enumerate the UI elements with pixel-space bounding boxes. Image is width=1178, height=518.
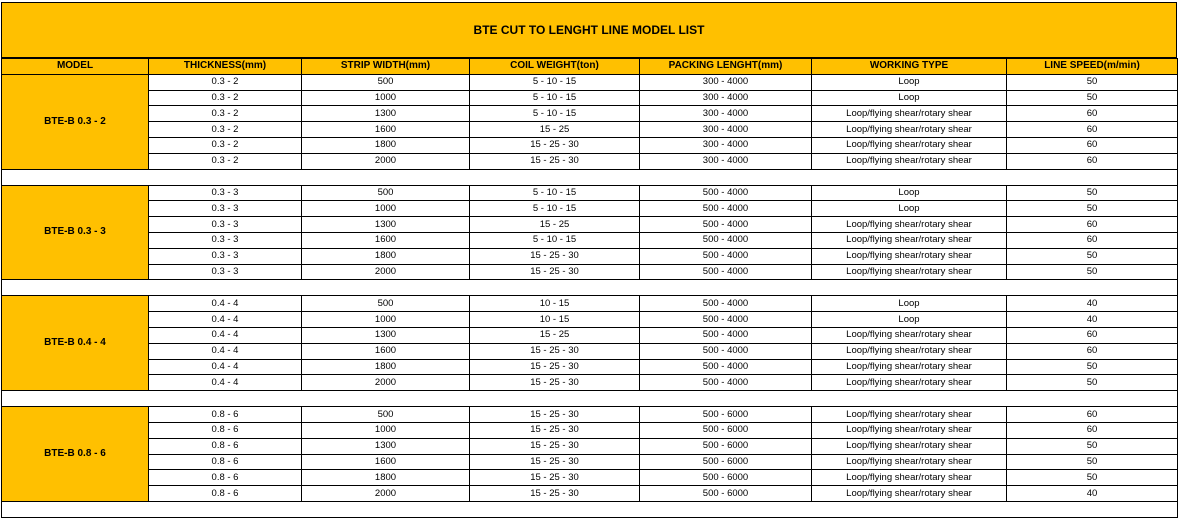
packing-length-cell: 500 - 6000 (640, 454, 812, 470)
strip-width-cell: 2000 (302, 375, 470, 391)
packing-length-cell: 300 - 4000 (640, 153, 812, 169)
thickness-cell: 0.3 - 3 (149, 185, 302, 201)
strip-width-cell: 1300 (302, 106, 470, 122)
strip-width-cell: 2000 (302, 486, 470, 502)
line-speed-cell: 60 (1007, 217, 1178, 233)
line-speed-cell: 50 (1007, 248, 1178, 264)
header-strip-width: STRIP WIDTH(mm) (302, 59, 470, 75)
working-type-cell: Loop/flying shear/rotary shear (812, 232, 1007, 248)
packing-length-cell: 500 - 4000 (640, 185, 812, 201)
working-type-cell: Loop/flying shear/rotary shear (812, 422, 1007, 438)
packing-length-cell: 500 - 4000 (640, 232, 812, 248)
thickness-cell: 0.3 - 2 (149, 153, 302, 169)
coil-weight-cell: 15 - 25 - 30 (470, 407, 640, 423)
header-thickness: THICKNESS(mm) (149, 59, 302, 75)
working-type-cell: Loop/flying shear/rotary shear (812, 343, 1007, 359)
table-row (2, 74, 1178, 90)
line-speed-cell: 60 (1007, 407, 1178, 423)
working-type-cell: Loop (812, 201, 1007, 217)
coil-weight-cell: 15 - 25 - 30 (470, 153, 640, 169)
coil-weight-cell: 5 - 10 - 15 (470, 232, 640, 248)
working-type-cell: Loop/flying shear/rotary shear (812, 470, 1007, 486)
coil-weight-cell: 15 - 25 - 30 (470, 486, 640, 502)
table-row (2, 454, 1178, 470)
table-row (2, 327, 1178, 343)
packing-length-cell: 500 - 4000 (640, 343, 812, 359)
coil-weight-cell: 5 - 10 - 15 (470, 106, 640, 122)
packing-length-cell: 500 - 6000 (640, 407, 812, 423)
packing-length-cell: 500 - 4000 (640, 201, 812, 217)
table-row (2, 470, 1178, 486)
working-type-cell: Loop/flying shear/rotary shear (812, 375, 1007, 391)
strip-width-cell: 1000 (302, 422, 470, 438)
line-speed-cell: 50 (1007, 454, 1178, 470)
packing-length-cell: 500 - 4000 (640, 264, 812, 280)
strip-width-cell: 1600 (302, 232, 470, 248)
line-speed-cell: 60 (1007, 422, 1178, 438)
line-speed-cell: 50 (1007, 359, 1178, 375)
header-row (2, 59, 1178, 75)
working-type-cell: Loop/flying shear/rotary shear (812, 327, 1007, 343)
packing-length-cell: 300 - 4000 (640, 90, 812, 106)
coil-weight-cell: 15 - 25 (470, 217, 640, 233)
model-cell: BTE-B 0.8 - 6 (2, 407, 149, 502)
thickness-cell: 0.4 - 4 (149, 327, 302, 343)
working-type-cell: Loop/flying shear/rotary shear (812, 153, 1007, 169)
table-row (2, 232, 1178, 248)
header-line-speed: LINE SPEED(m/min) (1007, 59, 1178, 75)
thickness-cell: 0.3 - 2 (149, 137, 302, 153)
packing-length-cell: 500 - 6000 (640, 486, 812, 502)
coil-weight-cell: 15 - 25 - 30 (470, 343, 640, 359)
coil-weight-cell: 10 - 15 (470, 296, 640, 312)
line-speed-cell: 50 (1007, 375, 1178, 391)
group-separator (2, 391, 1178, 407)
coil-weight-cell: 5 - 10 - 15 (470, 185, 640, 201)
table-row (2, 248, 1178, 264)
working-type-cell: Loop (812, 312, 1007, 328)
table-row (2, 343, 1178, 359)
coil-weight-cell: 5 - 10 - 15 (470, 201, 640, 217)
thickness-cell: 0.8 - 6 (149, 454, 302, 470)
group-separator (2, 169, 1178, 185)
header-working-type: WORKING TYPE (812, 59, 1007, 75)
table-row (2, 264, 1178, 280)
packing-length-cell: 500 - 4000 (640, 359, 812, 375)
table-row (2, 296, 1178, 312)
working-type-cell: Loop/flying shear/rotary shear (812, 137, 1007, 153)
header-coil-weight: COIL WEIGHT(ton) (470, 59, 640, 75)
coil-weight-cell: 15 - 25 - 30 (470, 248, 640, 264)
packing-length-cell: 500 - 6000 (640, 470, 812, 486)
coil-weight-cell: 15 - 25 - 30 (470, 375, 640, 391)
strip-width-cell: 500 (302, 407, 470, 423)
working-type-cell: Loop (812, 296, 1007, 312)
strip-width-cell: 500 (302, 185, 470, 201)
working-type-cell: Loop/flying shear/rotary shear (812, 407, 1007, 423)
line-speed-cell: 50 (1007, 264, 1178, 280)
table-row (2, 486, 1178, 502)
line-speed-cell: 60 (1007, 122, 1178, 138)
coil-weight-cell: 15 - 25 - 30 (470, 359, 640, 375)
line-speed-cell: 40 (1007, 296, 1178, 312)
line-speed-cell: 50 (1007, 90, 1178, 106)
coil-weight-cell: 15 - 25 - 30 (470, 470, 640, 486)
header-model: MODEL (2, 59, 149, 75)
packing-length-cell: 500 - 6000 (640, 438, 812, 454)
working-type-cell: Loop/flying shear/rotary shear (812, 217, 1007, 233)
thickness-cell: 0.3 - 2 (149, 74, 302, 90)
table-row (2, 106, 1178, 122)
table-row (2, 359, 1178, 375)
separator-cell (2, 391, 1178, 407)
model-cell: BTE-B 0.4 - 4 (2, 296, 149, 391)
coil-weight-cell: 15 - 25 - 30 (470, 422, 640, 438)
model-list-sheet (1, 2, 1177, 518)
line-speed-cell: 50 (1007, 470, 1178, 486)
separator-cell (2, 169, 1178, 185)
packing-length-cell: 300 - 4000 (640, 137, 812, 153)
coil-weight-cell: 15 - 25 - 30 (470, 438, 640, 454)
model-cell: BTE-B 0.3 - 2 (2, 74, 149, 169)
working-type-cell: Loop/flying shear/rotary shear (812, 438, 1007, 454)
packing-length-cell: 500 - 6000 (640, 422, 812, 438)
working-type-cell: Loop/flying shear/rotary shear (812, 359, 1007, 375)
thickness-cell: 0.8 - 6 (149, 407, 302, 423)
strip-width-cell: 1800 (302, 359, 470, 375)
table-row (2, 312, 1178, 328)
thickness-cell: 0.4 - 4 (149, 312, 302, 328)
line-speed-cell: 40 (1007, 486, 1178, 502)
strip-width-cell: 1600 (302, 343, 470, 359)
thickness-cell: 0.8 - 6 (149, 422, 302, 438)
strip-width-cell: 1300 (302, 327, 470, 343)
strip-width-cell: 1600 (302, 122, 470, 138)
working-type-cell: Loop/flying shear/rotary shear (812, 486, 1007, 502)
packing-length-cell: 300 - 4000 (640, 122, 812, 138)
working-type-cell: Loop (812, 74, 1007, 90)
working-type-cell: Loop/flying shear/rotary shear (812, 122, 1007, 138)
line-speed-cell: 50 (1007, 201, 1178, 217)
working-type-cell: Loop (812, 185, 1007, 201)
line-speed-cell: 60 (1007, 343, 1178, 359)
line-speed-cell: 60 (1007, 106, 1178, 122)
working-type-cell: Loop/flying shear/rotary shear (812, 264, 1007, 280)
working-type-cell: Loop/flying shear/rotary shear (812, 106, 1007, 122)
thickness-cell: 0.4 - 4 (149, 375, 302, 391)
line-speed-cell: 50 (1007, 74, 1178, 90)
line-speed-cell: 60 (1007, 153, 1178, 169)
header-packing-length: PACKING LENGHT(mm) (640, 59, 812, 75)
thickness-cell: 0.3 - 2 (149, 90, 302, 106)
separator-cell (2, 280, 1178, 296)
thickness-cell: 0.3 - 2 (149, 122, 302, 138)
thickness-cell: 0.3 - 3 (149, 232, 302, 248)
table-row (2, 90, 1178, 106)
strip-width-cell: 1000 (302, 201, 470, 217)
line-speed-cell: 50 (1007, 185, 1178, 201)
group-separator (2, 501, 1178, 517)
table-row (2, 422, 1178, 438)
strip-width-cell: 1300 (302, 438, 470, 454)
table-row (2, 217, 1178, 233)
strip-width-cell: 500 (302, 296, 470, 312)
packing-length-cell: 500 - 4000 (640, 217, 812, 233)
strip-width-cell: 1000 (302, 312, 470, 328)
table-row (2, 407, 1178, 423)
strip-width-cell: 1000 (302, 90, 470, 106)
coil-weight-cell: 15 - 25 (470, 122, 640, 138)
coil-weight-cell: 5 - 10 - 15 (470, 90, 640, 106)
model-cell: BTE-B 0.3 - 3 (2, 185, 149, 280)
thickness-cell: 0.4 - 4 (149, 359, 302, 375)
packing-length-cell: 500 - 4000 (640, 327, 812, 343)
strip-width-cell: 1600 (302, 454, 470, 470)
line-speed-cell: 60 (1007, 232, 1178, 248)
table-row (2, 153, 1178, 169)
packing-length-cell: 500 - 4000 (640, 375, 812, 391)
thickness-cell: 0.4 - 4 (149, 296, 302, 312)
table-row (2, 185, 1178, 201)
coil-weight-cell: 15 - 25 - 30 (470, 454, 640, 470)
strip-width-cell: 2000 (302, 264, 470, 280)
packing-length-cell: 300 - 4000 (640, 106, 812, 122)
table-row (2, 122, 1178, 138)
working-type-cell: Loop/flying shear/rotary shear (812, 248, 1007, 264)
strip-width-cell: 1800 (302, 470, 470, 486)
coil-weight-cell: 5 - 10 - 15 (470, 74, 640, 90)
strip-width-cell: 1300 (302, 217, 470, 233)
thickness-cell: 0.3 - 3 (149, 201, 302, 217)
thickness-cell: 0.3 - 3 (149, 264, 302, 280)
thickness-cell: 0.8 - 6 (149, 438, 302, 454)
model-table (1, 58, 1178, 518)
thickness-cell: 0.3 - 3 (149, 217, 302, 233)
thickness-cell: 0.8 - 6 (149, 470, 302, 486)
line-speed-cell: 60 (1007, 137, 1178, 153)
strip-width-cell: 2000 (302, 153, 470, 169)
thickness-cell: 0.3 - 3 (149, 248, 302, 264)
strip-width-cell: 1800 (302, 137, 470, 153)
thickness-cell: 0.4 - 4 (149, 343, 302, 359)
thickness-cell: 0.8 - 6 (149, 486, 302, 502)
table-row (2, 438, 1178, 454)
page-title: BTE CUT TO LENGHT LINE MODEL LIST (1, 2, 1177, 58)
working-type-cell: Loop/flying shear/rotary shear (812, 454, 1007, 470)
packing-length-cell: 500 - 4000 (640, 296, 812, 312)
table-body (2, 74, 1178, 517)
coil-weight-cell: 15 - 25 - 30 (470, 137, 640, 153)
line-speed-cell: 50 (1007, 438, 1178, 454)
table-row (2, 201, 1178, 217)
packing-length-cell: 300 - 4000 (640, 74, 812, 90)
strip-width-cell: 500 (302, 74, 470, 90)
line-speed-cell: 60 (1007, 327, 1178, 343)
table-row (2, 137, 1178, 153)
working-type-cell: Loop (812, 90, 1007, 106)
coil-weight-cell: 10 - 15 (470, 312, 640, 328)
coil-weight-cell: 15 - 25 - 30 (470, 264, 640, 280)
strip-width-cell: 1800 (302, 248, 470, 264)
thickness-cell: 0.3 - 2 (149, 106, 302, 122)
packing-length-cell: 500 - 4000 (640, 248, 812, 264)
separator-cell (2, 501, 1178, 517)
table-row (2, 375, 1178, 391)
coil-weight-cell: 15 - 25 (470, 327, 640, 343)
line-speed-cell: 40 (1007, 312, 1178, 328)
group-separator (2, 280, 1178, 296)
packing-length-cell: 500 - 4000 (640, 312, 812, 328)
